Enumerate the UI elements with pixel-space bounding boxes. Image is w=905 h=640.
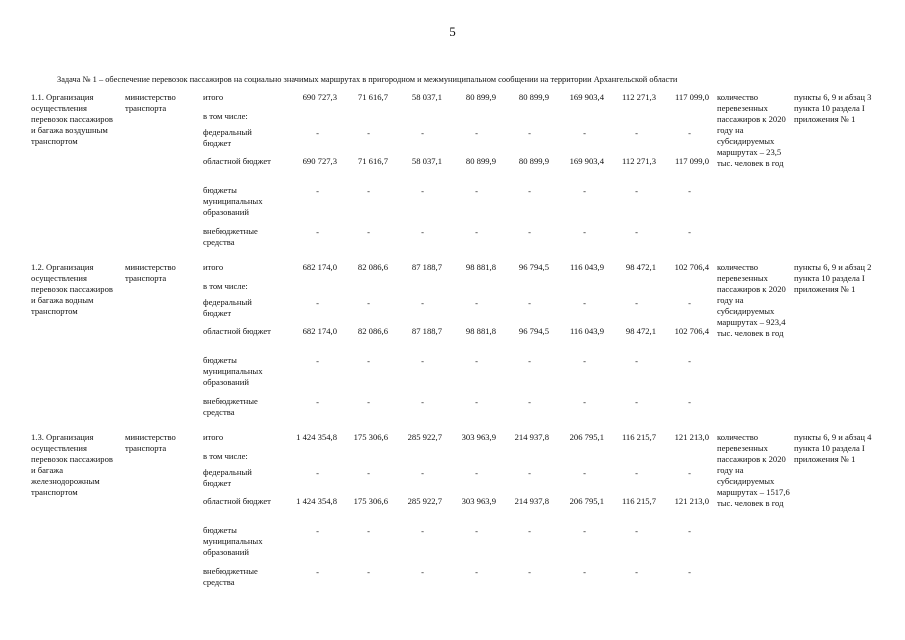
cell-value: 285 922,7 <box>407 496 442 506</box>
cell-value: 87 188,7 <box>411 262 442 272</box>
row-label-regional: областной бюджет <box>203 156 271 166</box>
cell-value: - <box>528 298 531 308</box>
cell-value: - <box>688 567 691 577</box>
cell-value: - <box>475 227 478 237</box>
cell-value: - <box>635 567 638 577</box>
cell-value: 206 795,1 <box>569 432 604 442</box>
block-executor: министерство транспорта <box>125 262 176 283</box>
cell-value: - <box>421 468 424 478</box>
block-reference: пункты 6, 9 и абзац 3 пункта 10 раздела I приложения № 1 <box>794 92 872 124</box>
cell-value: - <box>475 397 478 407</box>
cell-value: - <box>583 567 586 577</box>
block-reference: пункты 6, 9 и абзац 2 пункта 10 раздела I приложения № 1 <box>794 262 872 294</box>
cell-value: 175 306,6 <box>353 496 388 506</box>
cell-value: 214 937,8 <box>514 496 549 506</box>
cell-value: - <box>528 128 531 138</box>
row-label-federal: федеральный бюджет <box>203 297 252 318</box>
cell-value: - <box>583 397 586 407</box>
cell-value: 80 899,9 <box>518 156 549 166</box>
cell-value: 1 424 354,8 <box>296 432 337 442</box>
block-title: 1.3. Организация осуществления перевозок пассажиров и багажа железнодорожным транспортом <box>31 432 113 497</box>
cell-value: - <box>635 356 638 366</box>
block-title: 1.1. Организация осуществления перевозок пассажиров и багажа воздушным транспортом <box>31 92 113 146</box>
cell-value: - <box>688 186 691 196</box>
block-reference: пункты 6, 9 и абзац 4 пункта 10 раздела I приложения № 1 <box>794 432 872 464</box>
cell-value: 116 215,7 <box>621 432 656 442</box>
row-label-including: в том числе: <box>203 451 248 461</box>
cell-value: 116 043,9 <box>569 262 604 272</box>
block-executor: министерство транспорта <box>125 432 176 453</box>
cell-value: - <box>367 186 370 196</box>
cell-value: - <box>421 186 424 196</box>
cell-value: 121 213,0 <box>674 496 709 506</box>
block-indicator: количество перевезенных пассажиров к 2020 году на субсидируемых маршрутах – 23,5 тыс. человек в год <box>717 92 786 168</box>
cell-value: 112 271,3 <box>621 92 656 102</box>
cell-value: - <box>688 298 691 308</box>
cell-value: 169 903,4 <box>569 92 604 102</box>
cell-value: - <box>316 567 319 577</box>
row-label-including: в том числе: <box>203 111 248 121</box>
cell-value: 214 937,8 <box>514 432 549 442</box>
row-label-municipal: бюджеты муниципальных образований <box>203 185 263 217</box>
cell-value: - <box>475 356 478 366</box>
cell-value: 58 037,1 <box>411 92 442 102</box>
cell-value: - <box>367 567 370 577</box>
cell-value: - <box>635 186 638 196</box>
cell-value: 102 706,4 <box>674 262 709 272</box>
cell-value: - <box>583 468 586 478</box>
cell-value: - <box>583 298 586 308</box>
cell-value: - <box>367 397 370 407</box>
cell-value: - <box>528 567 531 577</box>
cell-value: - <box>316 468 319 478</box>
row-label-extra: внебюджетные средства <box>203 396 258 417</box>
cell-value: - <box>635 227 638 237</box>
cell-value: 206 795,1 <box>569 496 604 506</box>
cell-value: 682 174,0 <box>302 326 337 336</box>
cell-value: 82 086,6 <box>357 326 388 336</box>
cell-value: - <box>528 186 531 196</box>
cell-value: - <box>635 397 638 407</box>
cell-value: - <box>583 356 586 366</box>
cell-value: - <box>688 397 691 407</box>
cell-value: 98 881,8 <box>465 262 496 272</box>
cell-value: - <box>475 186 478 196</box>
block-indicator: количество перевезенных пассажиров к 2020 году на субсидируемых маршрутах – 923,4 тыс. человек в год <box>717 262 786 338</box>
cell-value: - <box>367 128 370 138</box>
row-label-extra: внебюджетные средства <box>203 226 258 247</box>
cell-value: - <box>367 526 370 536</box>
cell-value: 303 963,9 <box>461 432 496 442</box>
cell-value: 116 043,9 <box>569 326 604 336</box>
cell-value: - <box>583 526 586 536</box>
row-label-including: в том числе: <box>203 281 248 291</box>
cell-value: - <box>475 128 478 138</box>
cell-value: - <box>688 128 691 138</box>
cell-value: - <box>316 298 319 308</box>
cell-value: 112 271,3 <box>621 156 656 166</box>
cell-value: 690 727,3 <box>302 156 337 166</box>
cell-value: - <box>688 468 691 478</box>
cell-value: 71 616,7 <box>357 156 388 166</box>
cell-value: 80 899,9 <box>465 156 496 166</box>
cell-value: 303 963,9 <box>461 496 496 506</box>
cell-value: - <box>367 227 370 237</box>
cell-value: - <box>421 298 424 308</box>
cell-value: - <box>635 468 638 478</box>
cell-value: 169 903,4 <box>569 156 604 166</box>
cell-value: - <box>421 356 424 366</box>
cell-value: - <box>421 526 424 536</box>
cell-value: - <box>528 397 531 407</box>
cell-value: 96 794,5 <box>518 326 549 336</box>
cell-value: 96 794,5 <box>518 262 549 272</box>
cell-value: 285 922,7 <box>407 432 442 442</box>
cell-value: - <box>583 128 586 138</box>
cell-value: 102 706,4 <box>674 326 709 336</box>
cell-value: 117 099,0 <box>674 156 709 166</box>
row-label-regional: областной бюджет <box>203 496 271 506</box>
cell-value: - <box>316 227 319 237</box>
block-indicator: количество перевезенных пассажиров к 2020 году на субсидируемых маршрутах – 1517,6 тыс. человек в год <box>717 432 790 508</box>
cell-value: - <box>316 128 319 138</box>
cell-value: - <box>421 128 424 138</box>
cell-value: - <box>528 227 531 237</box>
cell-value: 116 215,7 <box>621 496 656 506</box>
cell-value: - <box>528 468 531 478</box>
row-label-municipal: бюджеты муниципальных образований <box>203 355 263 387</box>
cell-value: 71 616,7 <box>357 92 388 102</box>
cell-value: 58 037,1 <box>411 156 442 166</box>
cell-value: - <box>688 227 691 237</box>
cell-value: - <box>475 526 478 536</box>
cell-value: 80 899,9 <box>518 92 549 102</box>
task-title: Задача № 1 – обеспечение перевозок пассажиров на социально значимых маршрутах в пригородном и межмуниципальном сообщении на территории Архангельской области <box>57 75 678 84</box>
cell-value: - <box>635 526 638 536</box>
row-label-total: итого <box>203 92 224 102</box>
cell-value: - <box>688 356 691 366</box>
block-executor: министерство транспорта <box>125 92 176 113</box>
cell-value: 1 424 354,8 <box>296 496 337 506</box>
cell-value: 175 306,6 <box>353 432 388 442</box>
row-label-total: итого <box>203 432 224 442</box>
cell-value: 682 174,0 <box>302 262 337 272</box>
cell-value: 121 213,0 <box>674 432 709 442</box>
cell-value: - <box>475 468 478 478</box>
cell-value: 98 881,8 <box>465 326 496 336</box>
block-title: 1.2. Организация осуществления перевозок пассажиров и багажа водным транспортом <box>31 262 113 316</box>
cell-value: - <box>316 526 319 536</box>
row-label-regional: областной бюджет <box>203 326 271 336</box>
cell-value: 80 899,9 <box>465 92 496 102</box>
cell-value: - <box>367 468 370 478</box>
cell-value: 117 099,0 <box>674 92 709 102</box>
row-label-municipal: бюджеты муниципальных образований <box>203 525 263 557</box>
cell-value: 690 727,3 <box>302 92 337 102</box>
cell-value: - <box>316 186 319 196</box>
row-label-federal: федеральный бюджет <box>203 467 252 488</box>
cell-value: - <box>583 227 586 237</box>
cell-value: - <box>316 397 319 407</box>
cell-value: - <box>635 128 638 138</box>
cell-value: - <box>421 397 424 407</box>
row-label-federal: федеральный бюджет <box>203 127 252 148</box>
cell-value: - <box>421 227 424 237</box>
cell-value: 87 188,7 <box>411 326 442 336</box>
cell-value: - <box>528 356 531 366</box>
cell-value: - <box>367 298 370 308</box>
cell-value: - <box>528 526 531 536</box>
cell-value: - <box>475 567 478 577</box>
cell-value: - <box>688 526 691 536</box>
cell-value: - <box>583 186 586 196</box>
cell-value: - <box>475 298 478 308</box>
row-label-extra: внебюджетные средства <box>203 566 258 587</box>
cell-value: - <box>367 356 370 366</box>
page-number: 5 <box>449 24 456 39</box>
cell-value: 82 086,6 <box>357 262 388 272</box>
cell-value: 98 472,1 <box>625 326 656 336</box>
cell-value: - <box>635 298 638 308</box>
row-label-total: итого <box>203 262 224 272</box>
cell-value: - <box>421 567 424 577</box>
cell-value: 98 472,1 <box>625 262 656 272</box>
cell-value: - <box>316 356 319 366</box>
